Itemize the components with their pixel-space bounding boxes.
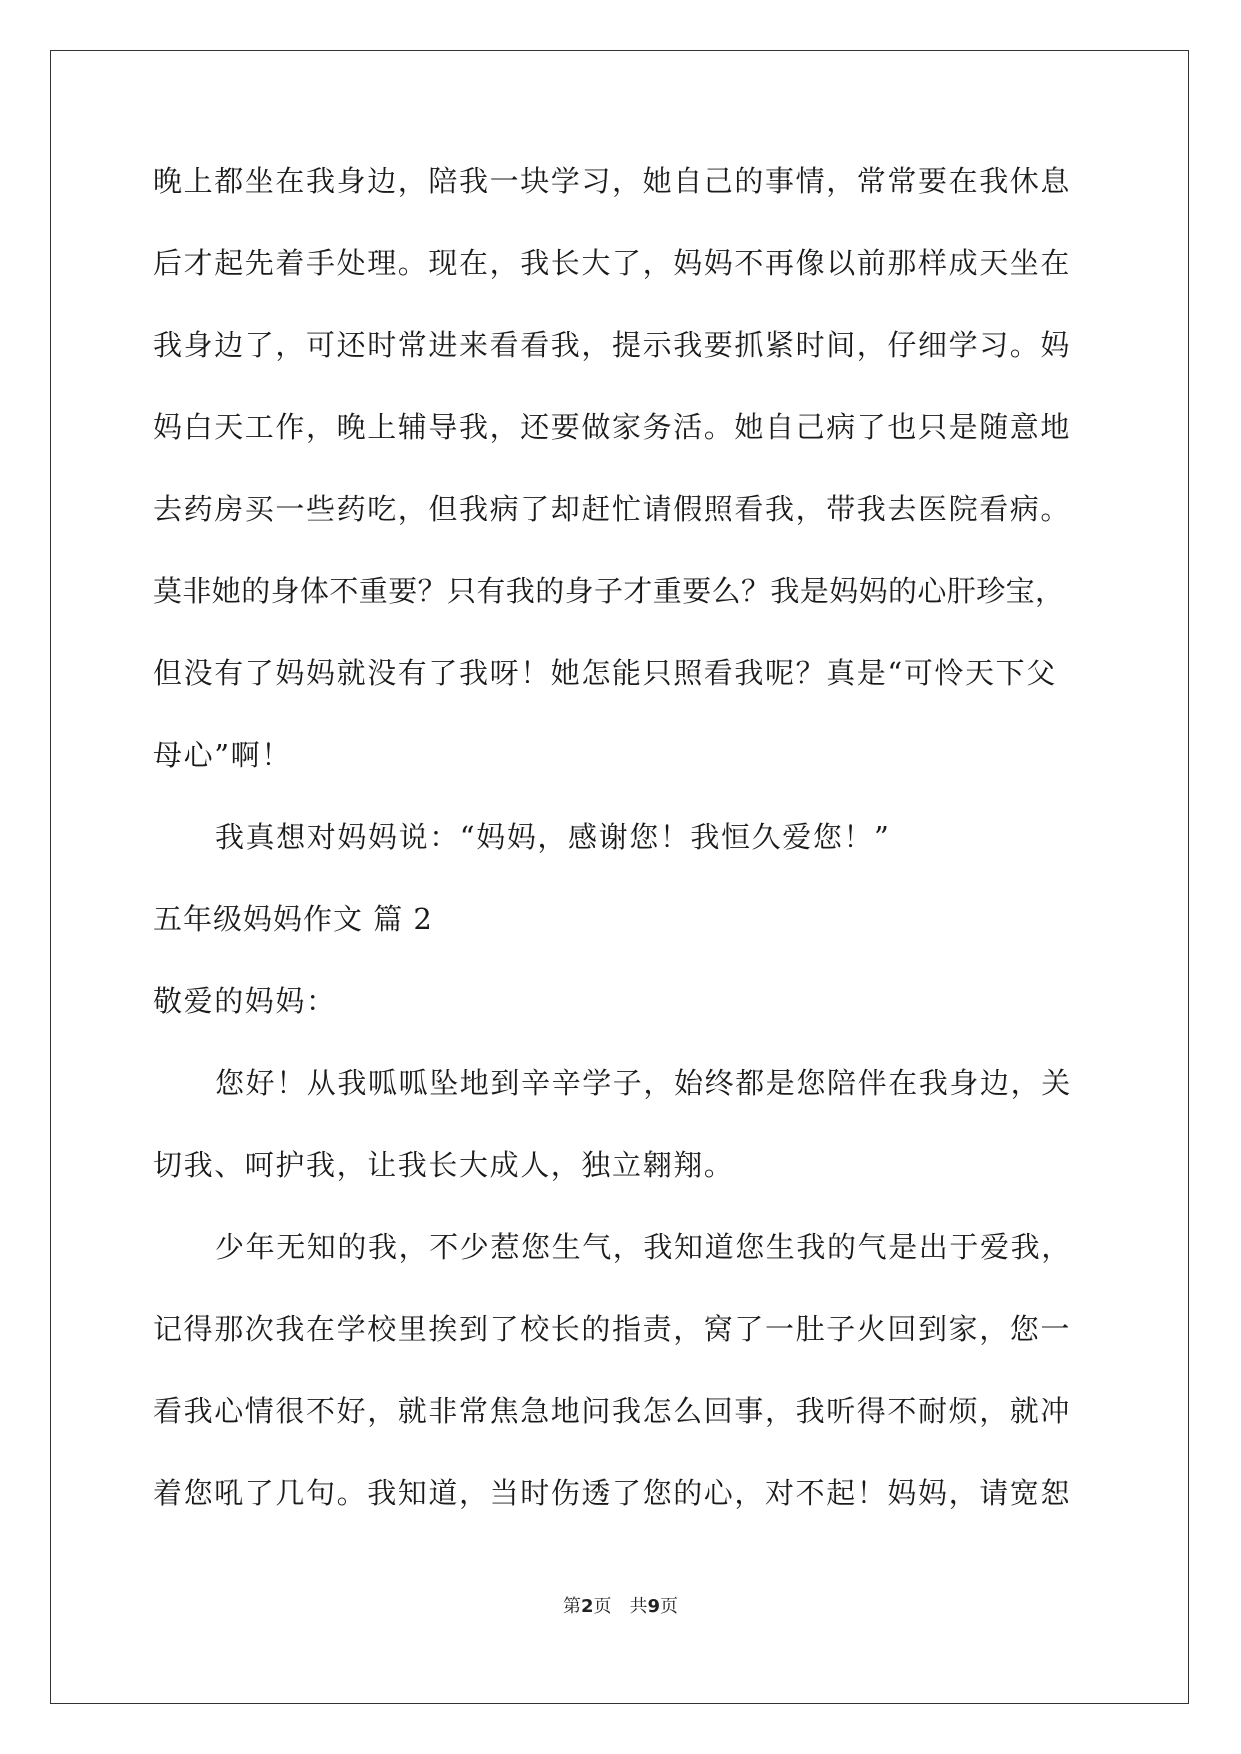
text-line: 您好！从我呱呱坠地到辛辛学子，始终都是您陪伴在我身边，关 bbox=[215, 1066, 1072, 1100]
text-line: 少年无知的我，不少惹您生气，我知道您生我的气是出于爱我， bbox=[215, 1230, 1072, 1264]
text-line: 切我、呵护我，让我长大成人，独立翱翔。 bbox=[153, 1148, 735, 1182]
text-line: 着您吼了几句。我知道，当时伤透了您的心，对不起！妈妈，请宽恕 bbox=[153, 1476, 1072, 1510]
page-suffix: 页 bbox=[593, 1596, 612, 1617]
closing-paragraph: 我真想对妈妈说：“妈妈，感谢您！我恒久爱您！” bbox=[215, 820, 891, 854]
text-line: 晚上都坐在我身边，陪我一块学习，她自己的事情，常常要在我休息 bbox=[153, 164, 1072, 198]
text-line: 去药房买一些药吃，但我病了却赶忙请假照看我，带我去医院看病。 bbox=[153, 492, 1072, 526]
text-line: 妈白天工作，晚上辅导我，还要做家务活。她自己病了也只是随意地 bbox=[153, 410, 1072, 444]
page-prefix: 第 bbox=[562, 1596, 581, 1617]
paragraph-greeting bbox=[153, 1065, 1093, 1229]
total-suffix: 页 bbox=[660, 1596, 679, 1617]
text-line: 后才起先着手处理。现在，我长大了，妈妈不再像以前那样成天坐在 bbox=[153, 246, 1072, 280]
text-line: 莫非她的身体不重要？只有我的身子才重要么？我是妈妈的心肝珍宝， bbox=[153, 574, 1065, 608]
text-line: 但没有了妈妈就没有了我呀！她怎能只照看我呢？真是“可怜天下父 bbox=[153, 656, 1057, 690]
page-current: 2 bbox=[580, 1596, 594, 1617]
total-prefix: 共 bbox=[629, 1596, 648, 1617]
paragraph-memory bbox=[153, 1229, 1093, 1557]
text-line: 我身边了，可还时常进来看看我，提示我要抓紧时间，仔细学习。妈 bbox=[153, 328, 1072, 362]
section-heading: 五年级妈妈作文 篇 2 bbox=[153, 902, 433, 936]
paragraph-continued bbox=[153, 163, 1093, 819]
text-line: 母心”啊！ bbox=[153, 738, 292, 772]
salutation: 敬爱的妈妈： bbox=[153, 984, 337, 1018]
page-total: 9 bbox=[647, 1596, 661, 1617]
text-line: 记得那次我在学校里挨到了校长的指责，窝了一肚子火回到家，您一 bbox=[153, 1312, 1072, 1346]
document-body bbox=[153, 163, 1093, 1557]
text-line: 看我心情很不好，就非常焦急地问我怎么回事，我听得不耐烦，就冲 bbox=[153, 1394, 1072, 1428]
page-footer bbox=[0, 1595, 1241, 1619]
